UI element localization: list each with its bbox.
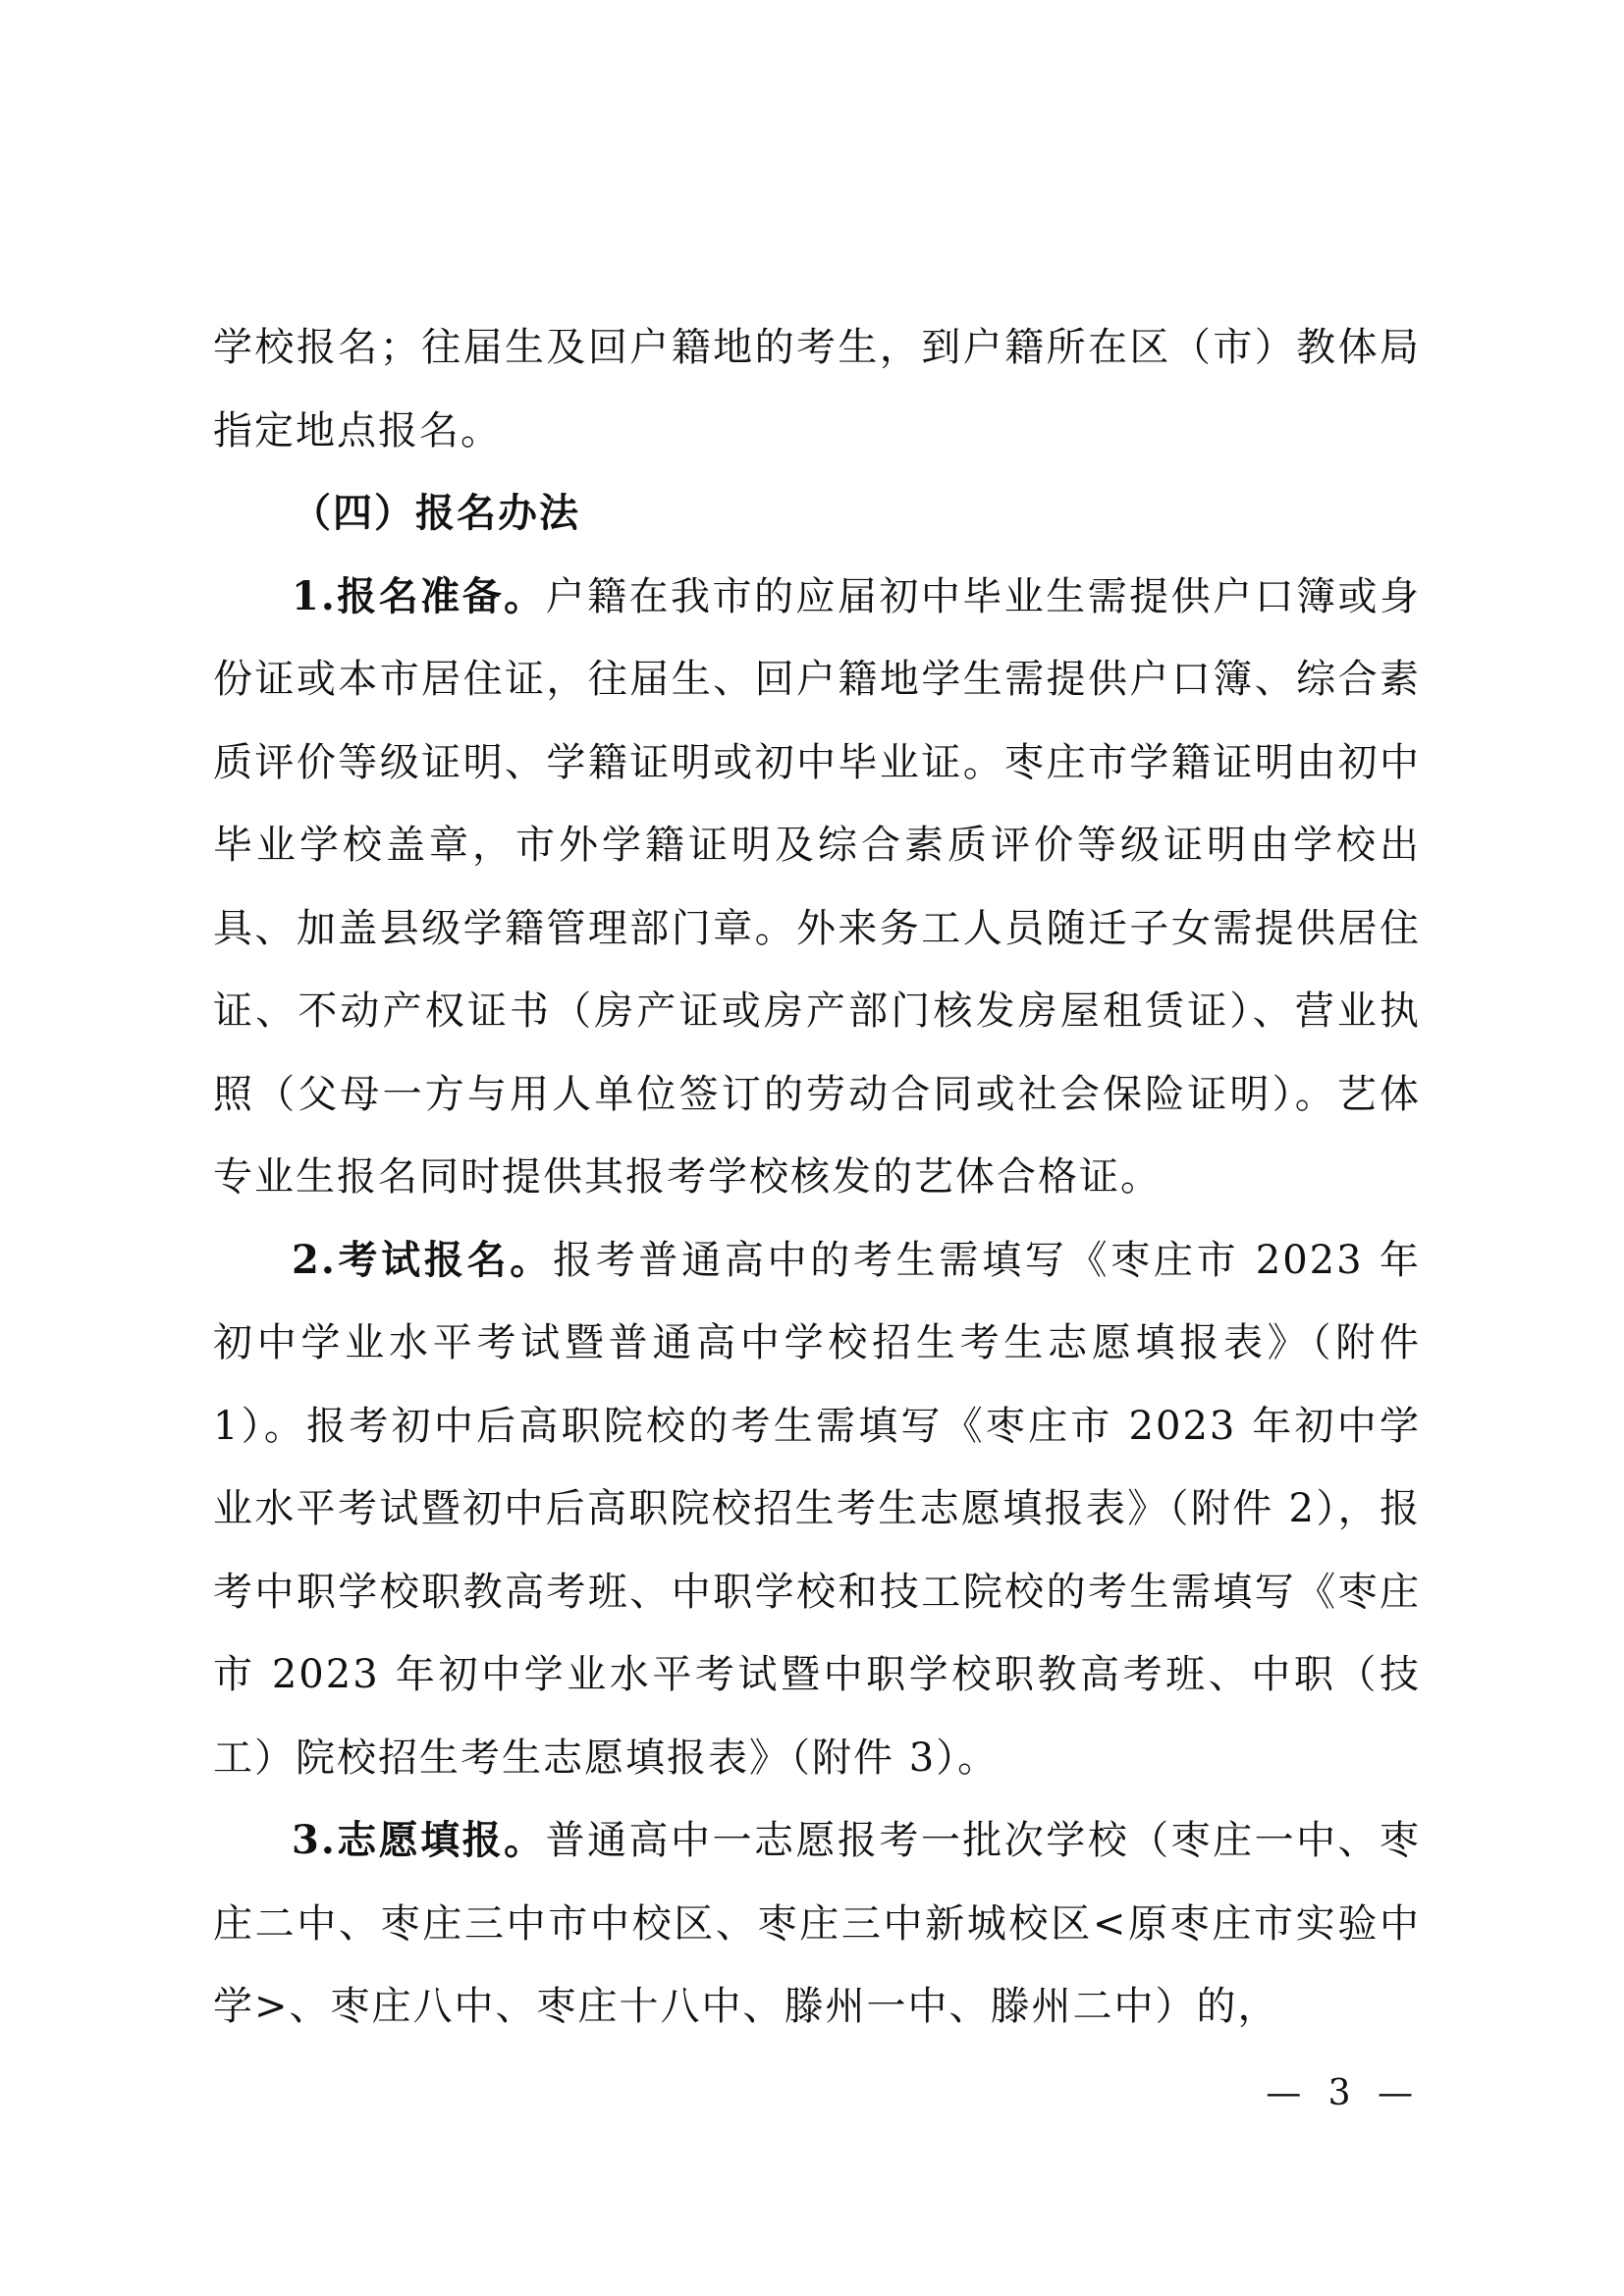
paragraph-lead: 2.考试报名。 <box>292 1236 554 1283</box>
paragraph-lead: 3.志愿填报。 <box>292 1817 546 1863</box>
section-heading: （四）报名办法 <box>292 490 580 536</box>
paragraph-lead: 1.报名准备。 <box>292 572 546 619</box>
body-text <box>213 306 1421 2049</box>
paragraph-exam-registration <box>213 1219 1421 1800</box>
paragraph-body: 户籍在我市的应届初中毕业生需提供户口簿或身份证或本市居住证，往届生、回户籍地学生需提供户口簿、综合素质评价等级证明、学籍证明或初中毕业证。枣庄市学籍证明由初中毕业学校盖章，市外学籍证明及综合素质评价等级证明由学校出具、加盖县级学籍管理部门章。外来务工人员随迁子女需提供居住证、不动产权证书（房产证或房产部门核发房屋租赁证）、营业执照（父母一方与用人单位签订的劳动合同或社会保险证明）。艺体专业生报名同时提供其报考学校核发的艺体合格证。 <box>213 573 1422 1200</box>
paragraph-continuation: 学校报名；往届生及回户籍地的考生，到户籍所在区（市）教体局指定地点报名。 <box>213 325 1421 454</box>
paragraph-body: 报考普通高中的考生需填写《枣庄市 2023 年初中学业水平考试暨普通高中学校招生考生志愿填报表》（附件 1）。报考初中后高职院校的考生需填写《枣庄市 2023 年初中学业水平考试暨初中后高职院校招生考生志愿填报表》（附件 2），报考中职学校职教高考班、中职学校和技工院校的考生需填写《枣庄市 2023 年初中学业水平考试暨中职学校职教高考班、中职（技工）院校招生考生志愿填报表》（附件 3）。 <box>213 1237 1421 1781</box>
paragraph-registration-preparation <box>213 556 1421 1219</box>
paragraph-preference-filling <box>213 1799 1421 2049</box>
page-number: — 3 — <box>1266 2073 1421 2113</box>
paragraph-body: 普通高中一志愿报考一批次学校（枣庄一中、枣庄二中、枣庄三中市中校区、枣庄三中新城校区<原枣庄市实验中学>、枣庄八中、枣庄十八中、滕州一中、滕州二中）的， <box>213 1818 1422 2029</box>
